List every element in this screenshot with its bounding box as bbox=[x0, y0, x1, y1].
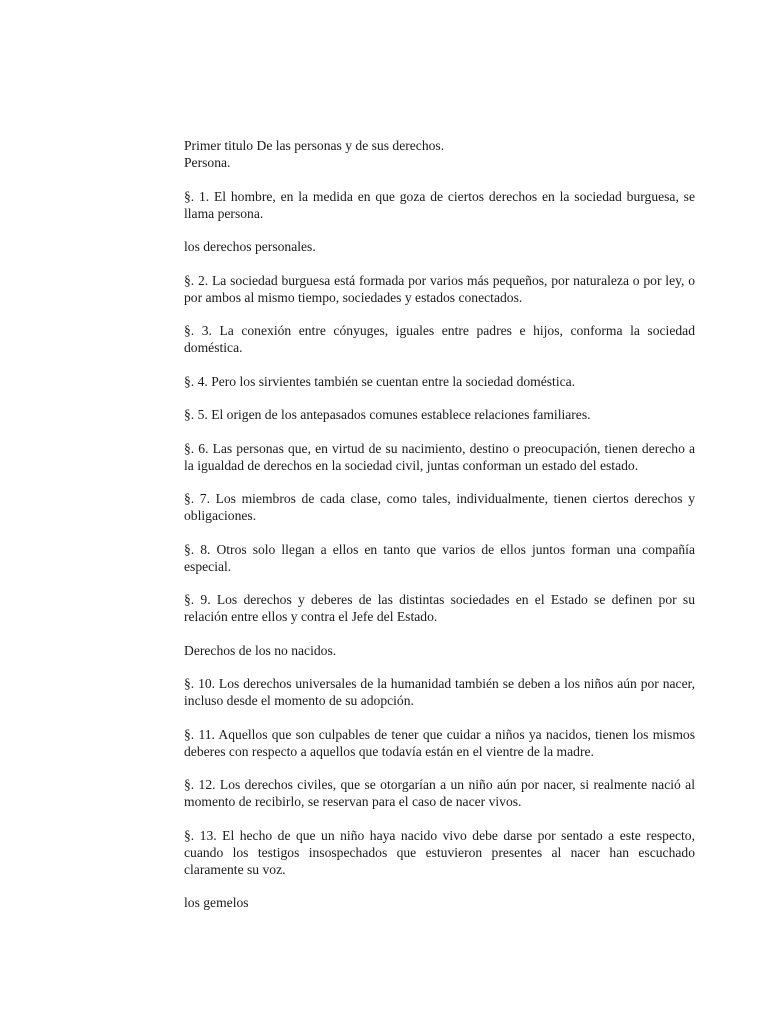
paragraph-2: §. 2. La sociedad burguesa está formada por varios más pequeños, por naturaleza o por ley, o por ambos al mismo tiempo, sociedades y estados conectados. bbox=[184, 272, 695, 305]
title-block bbox=[184, 137, 695, 171]
paragraph-6: §. 6. Las personas que, en virtud de su nacimiento, destino o preocupación, tienen derecho a la igualdad de derechos en la sociedad civil, juntas conforman un estado del estado. bbox=[184, 440, 695, 473]
paragraph-5: §. 5. El origen de los antepasados comunes establece relaciones familiares. bbox=[184, 407, 591, 422]
paragraph-8: §. 8. Otros solo llegan a ellos en tanto que varios de ellos juntos forman una compañía especial. bbox=[184, 541, 695, 574]
paragraph-13: §. 13. El hecho de que un niño haya nacido vivo debe darse por sentado a este respecto, cuando los testigos insospechados que estuvieron presentes al nacer han escuchado claramente su voz. bbox=[184, 827, 695, 877]
paragraph-12: §. 12. Los derechos civiles, que se otorgarían a un niño aún por nacer, si realmente nació al momento de recibirlo, se reservan para el caso de nacer vivos. bbox=[184, 777, 695, 809]
document-page bbox=[184, 137, 695, 928]
section-heading-personal-rights: los derechos personales. bbox=[184, 239, 316, 254]
paragraph-9: §. 9. Los derechos y deberes de las distintas sociedades en el Estado se definen por su relación entre ellos y contra el Jefe del Estado. bbox=[184, 592, 695, 624]
section-heading-twins: los gemelos bbox=[184, 895, 249, 910]
paragraph-3: §. 3. La conexión entre cónyuges, iguales entre padres e hijos, conforma la sociedad doméstica. bbox=[184, 323, 695, 355]
section-heading-unborn-rights: Derechos de los no nacidos. bbox=[184, 642, 337, 658]
paragraph-4: §. 4. Pero los sirvientes también se cuentan entre la sociedad doméstica. bbox=[184, 373, 576, 389]
paragraph-1: §. 1. El hombre, en la medida en que goza de ciertos derechos en la sociedad burguesa, se llama persona. bbox=[184, 188, 695, 221]
document-title: Primer titulo De las personas y de sus derechos. bbox=[184, 138, 445, 153]
paragraph-7: §. 7. Los miembros de cada clase, como tales, individualmente, tienen ciertos derechos y obligaciones. bbox=[184, 491, 695, 523]
paragraph-11: §. 11. Aquellos que son culpables de tener que cuidar a niños ya nacidos, tienen los mismos deberes con respecto a aquellos que todavía están en el vientre de la madre. bbox=[184, 726, 695, 759]
section-heading-persona: Persona. bbox=[184, 155, 231, 170]
paragraph-10: §. 10. Los derechos universales de la humanidad también se deben a los niños aún por nacer, incluso desde el momento de su adopción. bbox=[184, 676, 695, 708]
